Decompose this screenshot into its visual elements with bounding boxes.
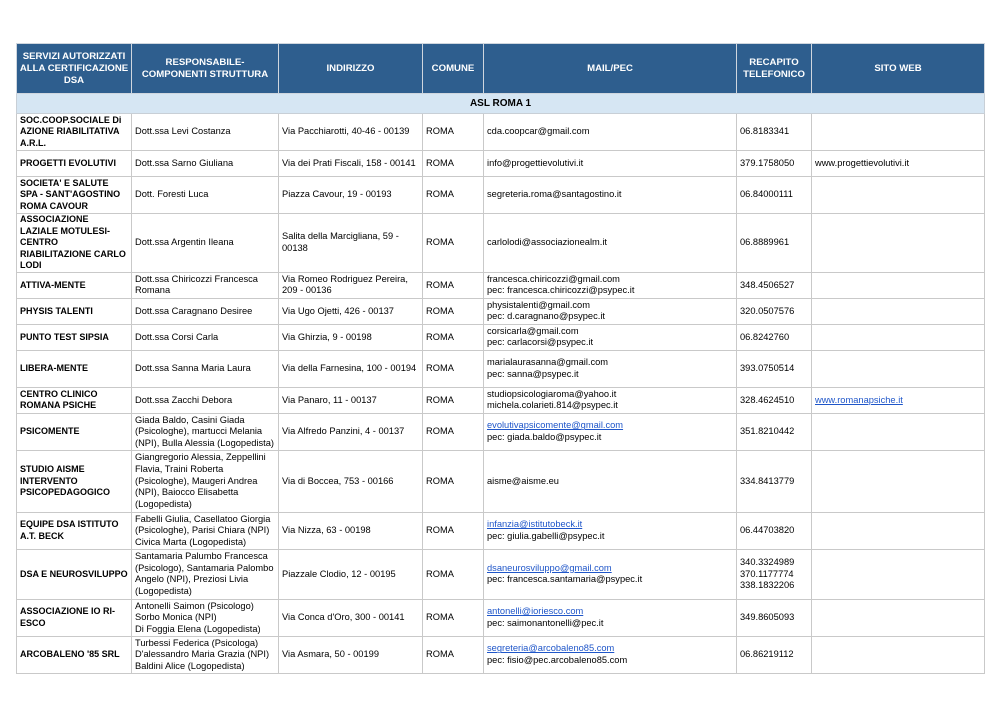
cell-address: Salita della Marcigliana, 59 - 00138: [279, 214, 423, 273]
cell-mail-pec: [484, 114, 737, 151]
mail-address: physistalenti@gmail.com: [487, 299, 590, 310]
group-row: [17, 94, 985, 114]
table-row: [17, 450, 985, 512]
cell-address: Via Romeo Rodriguez Pereira, 209 - 00136: [279, 272, 423, 298]
table-row: [17, 214, 985, 273]
pec-address: pec: giulia.gabelli@psypec.it: [487, 530, 605, 541]
table-row: [17, 549, 985, 599]
cell-website: [812, 272, 985, 298]
cell-service-name: CENTRO CLINICO ROMANA PSICHE: [17, 387, 132, 413]
responsible-line: Sorbo Monica (NPI): [135, 612, 217, 623]
cell-website: [812, 413, 985, 450]
cell-service-name: DSA E NEUROSVILUPPO: [17, 549, 132, 599]
cell-website: [812, 387, 985, 413]
cell-responsible: Fabelli Giulia, Casellatoo Giorgia (Psicologhe), Parisi Chiara (NPI) Civica Marta (Logopedista): [132, 512, 279, 549]
cell-address: Via Nizza, 63 - 00198: [279, 512, 423, 549]
dsa-services-sheet: [16, 43, 984, 674]
cell-website: [812, 298, 985, 324]
header-recapito: RECAPITO TELEFONICO: [737, 44, 812, 94]
cell-comune: ROMA: [423, 636, 484, 673]
mail-address: corsicarla@gmail.com: [487, 325, 579, 336]
cell-phone: 349.8605093: [737, 599, 812, 636]
cell-comune: ROMA: [423, 324, 484, 350]
responsible-line: Baldini Alice (Logopedista): [135, 660, 245, 671]
cell-phone: 379.1758050: [737, 151, 812, 177]
cell-comune: ROMA: [423, 151, 484, 177]
cell-service-name: ASSOCIAZIONE IO RI-ESCO: [17, 599, 132, 636]
cell-service-name: PHYSIS TALENTI: [17, 298, 132, 324]
cell-address: Via della Farnesina, 100 - 00194: [279, 350, 423, 387]
header-servizi: SERVIZI AUTORIZZATI ALLA CERTIFICAZIONE DSA: [17, 44, 132, 94]
cell-website: [812, 324, 985, 350]
cell-responsible: Dott.ssa Levi Costanza: [132, 114, 279, 151]
cell-address: Via Ghirzia, 9 - 00198: [279, 324, 423, 350]
cell-comune: ROMA: [423, 350, 484, 387]
cell-address: Via Pacchiarotti, 40-46 - 00139: [279, 114, 423, 151]
mail-address[interactable]: antonelli@ioriesco.com: [487, 606, 584, 617]
cell-mail-pec: [484, 512, 737, 549]
cell-mail-pec: [484, 272, 737, 298]
cell-mail-pec: [484, 599, 737, 636]
cell-service-name: PUNTO TEST SIPSIA: [17, 324, 132, 350]
cell-service-name: PSICOMENTE: [17, 413, 132, 450]
cell-comune: ROMA: [423, 413, 484, 450]
responsible-line: D'alessandro Maria Grazia (NPI): [135, 649, 270, 660]
cell-address: Via di Boccea, 753 - 00166: [279, 450, 423, 512]
mail-address[interactable]: infanzia@istitutobeck.it: [487, 519, 583, 530]
cell-mail-pec: [484, 177, 737, 214]
cell-responsible: Dott.ssa Zacchi Debora: [132, 387, 279, 413]
pec-address: pec: saimonantonelli@pec.it: [487, 617, 604, 628]
cell-comune: ROMA: [423, 214, 484, 273]
cell-phone: 06.44703820: [737, 512, 812, 549]
cell-phone: 06.86219112: [737, 636, 812, 673]
cell-website: [812, 350, 985, 387]
cell-address: Via dei Prati Fiscali, 158 - 00141: [279, 151, 423, 177]
cell-address: Piazza Cavour, 19 - 00193: [279, 177, 423, 214]
group-title: ASL ROMA 1: [17, 94, 985, 114]
table-row: [17, 512, 985, 549]
cell-website: [812, 512, 985, 549]
cell-service-name: SOC.COOP.SOCIALE Di AZIONE RIABILITATIVA A.R.L.: [17, 114, 132, 151]
website-link: www.progettievolutivi.it: [815, 157, 910, 168]
pec-address: pec: carlacorsi@psypec.it: [487, 337, 594, 348]
header-row: [17, 44, 985, 94]
table-row: [17, 298, 985, 324]
cell-address: Via Ugo Ojetti, 426 - 00137: [279, 298, 423, 324]
cell-mail-pec: [484, 350, 737, 387]
cell-phone: 351.8210442: [737, 413, 812, 450]
cell-mail-pec: [484, 636, 737, 673]
cell-comune: ROMA: [423, 450, 484, 512]
cell-responsible: Giada Baldo, Casini Giada (Psicologhe), martucci Melania (NPI), Bulla Alessia (Logopedista): [132, 413, 279, 450]
phone-line: 370.1177774: [740, 568, 794, 579]
cell-service-name: PROGETTI EVOLUTIVI: [17, 151, 132, 177]
table-row: [17, 177, 985, 214]
header-mail-pec: MAIL/PEC: [484, 44, 737, 94]
cell-comune: ROMA: [423, 387, 484, 413]
cell-phone: 06.8242760: [737, 324, 812, 350]
mail-address: studiopsicologiaroma@yahoo.it: [487, 388, 617, 399]
cell-mail-pec: [484, 214, 737, 273]
pec-address: pec: fisio@pec.arcobaleno85.com: [487, 654, 628, 665]
mail-address[interactable]: evolutivapsicomente@gmail.com: [487, 420, 624, 431]
cell-address: Via Alfredo Panzini, 4 - 00137: [279, 413, 423, 450]
cell-mail-pec: [484, 298, 737, 324]
cell-phone: 348.4506527: [737, 272, 812, 298]
pec-address: pec: francesca.chiricozzi@psypec.it: [487, 285, 635, 296]
pec-address: michela.colarieti.814@psypec.it: [487, 400, 618, 411]
mail-address: carlolodi@associazionealm.it: [487, 237, 608, 248]
mail-address: cda.coopcar@gmail.com: [487, 126, 590, 137]
table-row: [17, 599, 985, 636]
table-row: [17, 272, 985, 298]
cell-service-name: LIBERA-MENTE: [17, 350, 132, 387]
website-link[interactable]: www.romanapsiche.it: [815, 394, 903, 405]
table-row: [17, 636, 985, 673]
table-row: [17, 151, 985, 177]
cell-comune: ROMA: [423, 298, 484, 324]
responsible-line: Antonelli Saimon (Psicologo): [135, 600, 254, 611]
cell-website: [812, 636, 985, 673]
cell-comune: ROMA: [423, 114, 484, 151]
cell-mail-pec: [484, 413, 737, 450]
mail-address: segreteria.roma@santagostino.it: [487, 189, 622, 200]
cell-comune: ROMA: [423, 549, 484, 599]
mail-address[interactable]: segreteria@arcobaleno85.com: [487, 643, 615, 654]
cell-website: [812, 450, 985, 512]
cell-responsible: Dott.ssa Sanna Maria Laura: [132, 350, 279, 387]
cell-service-name: ARCOBALENO '85 SRL: [17, 636, 132, 673]
pec-address: pec: d.caragnano@psypec.it: [487, 311, 605, 322]
cell-address: Piazzale Clodio, 12 - 00195: [279, 549, 423, 599]
phone-line: 340.3324989: [740, 557, 795, 568]
cell-mail-pec: [484, 450, 737, 512]
cell-phone: [737, 549, 812, 599]
cell-mail-pec: [484, 549, 737, 599]
cell-service-name: STUDIO AISME INTERVENTO PSICOPEDAGOGICO: [17, 450, 132, 512]
cell-responsible: [132, 599, 279, 636]
mail-address: info@progettievolutivi.it: [487, 157, 584, 168]
phone-line: 338.1832206: [740, 580, 795, 591]
cell-responsible: Santamaria Palumbo Francesca (Psicologo), Santamaria Palombo Angelo (NPI), Preziosi Livia (Logopedista): [132, 549, 279, 599]
cell-website: [812, 114, 985, 151]
cell-responsible: Dott.ssa Chiricozzi Francesca Romana: [132, 272, 279, 298]
table-row: [17, 413, 985, 450]
cell-website: [812, 214, 985, 273]
cell-responsible: Giangregorio Alessia, Zeppellini Flavia, Traini Roberta (Psicologhe), Maugeri Andrea (NPI), Baiocco Elisabetta (Logopedista): [132, 450, 279, 512]
cell-responsible: Dott.ssa Argentin Ileana: [132, 214, 279, 273]
cell-phone: 06.84000111: [737, 177, 812, 214]
cell-address: Via Asmara, 50 - 00199: [279, 636, 423, 673]
cell-responsible: Dott.ssa Corsi Carla: [132, 324, 279, 350]
mail-address: aisme@aisme.eu: [487, 475, 559, 486]
cell-mail-pec: [484, 324, 737, 350]
table-row: [17, 350, 985, 387]
cell-responsible: Dott. Foresti Luca: [132, 177, 279, 214]
cell-service-name: SOCIETA' E SALUTE SPA - SANT'AGOSTINO ROMA CAVOUR: [17, 177, 132, 214]
responsible-line: Di Foggia Elena (Logopedista): [135, 623, 261, 634]
cell-phone: 06.8889961: [737, 214, 812, 273]
header-responsabile: RESPONSABILE-COMPONENTI STRUTTURA: [132, 44, 279, 94]
mail-address: marialaurasanna@gmail.com: [487, 357, 609, 368]
table-row: [17, 387, 985, 413]
cell-website: [812, 549, 985, 599]
cell-phone: 328.4624510: [737, 387, 812, 413]
pec-address: pec: sanna@psypec.it: [487, 368, 579, 379]
cell-phone: 320.0507576: [737, 298, 812, 324]
cell-phone: 334.8413779: [737, 450, 812, 512]
cell-service-name: EQUIPE DSA ISTITUTO A.T. BECK: [17, 512, 132, 549]
cell-responsible: Dott.ssa Caragnano Desiree: [132, 298, 279, 324]
cell-service-name: ASSOCIAZIONE LAZIALE MOTULESI-CENTRO RIABILITAZIONE CARLO LODI: [17, 214, 132, 273]
mail-address: francesca.chiricozzi@gmail.com: [487, 273, 620, 284]
cell-comune: ROMA: [423, 177, 484, 214]
cell-website: [812, 151, 985, 177]
cell-mail-pec: [484, 387, 737, 413]
header-comune: COMUNE: [423, 44, 484, 94]
cell-phone: 393.0750514: [737, 350, 812, 387]
cell-responsible: Dott.ssa Sarno Giuliana: [132, 151, 279, 177]
cell-address: Via Conca d'Oro, 300 - 00141: [279, 599, 423, 636]
cell-website: [812, 599, 985, 636]
services-table: [16, 43, 985, 674]
table-row: [17, 114, 985, 151]
cell-service-name: ATTIVA-MENTE: [17, 272, 132, 298]
cell-phone: 06.8183341: [737, 114, 812, 151]
cell-responsible: [132, 636, 279, 673]
table-row: [17, 324, 985, 350]
cell-address: Via Panaro, 11 - 00137: [279, 387, 423, 413]
pec-address: pec: francesca.santamaria@psypec.it: [487, 574, 643, 585]
cell-comune: ROMA: [423, 272, 484, 298]
cell-website: [812, 177, 985, 214]
pec-address: pec: giada.baldo@psypec.it: [487, 431, 602, 442]
header-sito-web: SITO WEB: [812, 44, 985, 94]
responsible-line: Turbessi Federica (Psicologa): [135, 637, 259, 648]
mail-address[interactable]: dsaneurosviluppo@gmail.com: [487, 562, 612, 573]
cell-comune: ROMA: [423, 599, 484, 636]
cell-comune: ROMA: [423, 512, 484, 549]
header-indirizzo: INDIRIZZO: [279, 44, 423, 94]
cell-mail-pec: [484, 151, 737, 177]
